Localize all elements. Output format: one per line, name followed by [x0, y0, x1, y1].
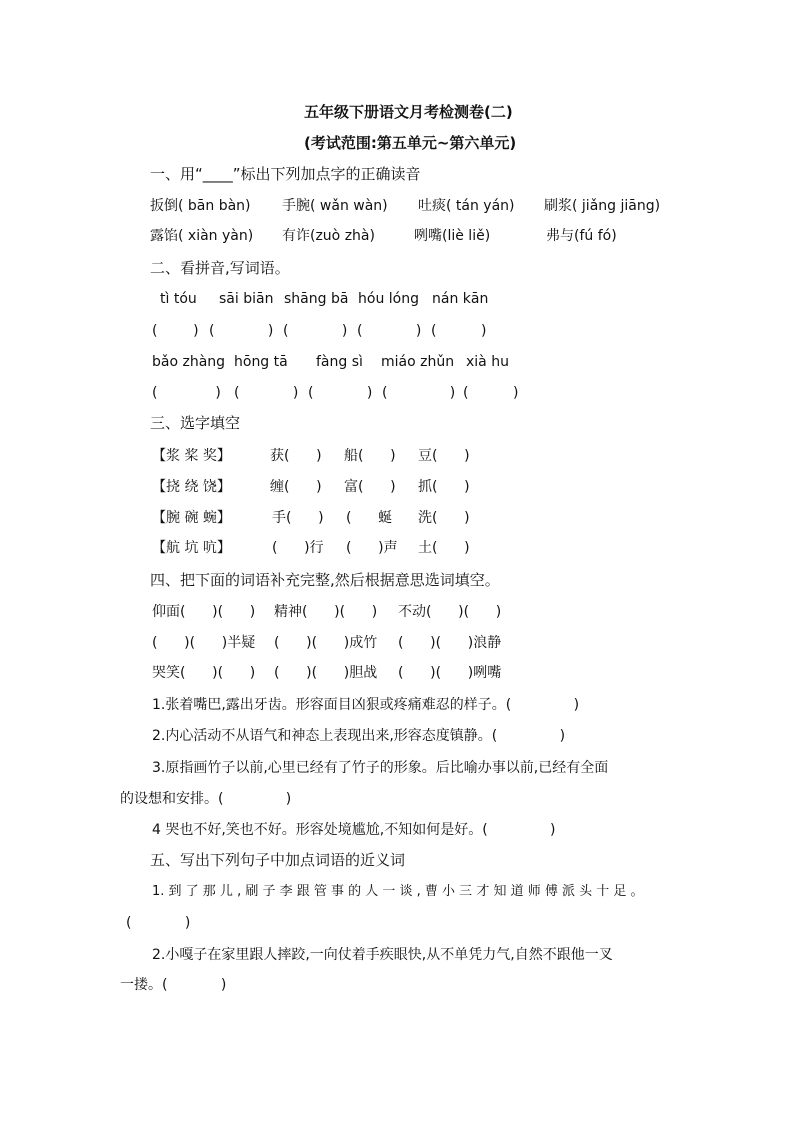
answer-blank[interactable]: ( )	[234, 385, 299, 401]
section-4-heading: 四、把下面的词语补充完整,然后根据意思选词填空。	[150, 571, 500, 589]
fill-item[interactable]: 抓( )	[418, 479, 470, 495]
idiom-fill[interactable]: 精神( )( )	[274, 604, 378, 620]
char-group: 【浆 桨 奖】	[152, 448, 231, 464]
answer-blank[interactable]: ( )	[463, 385, 519, 401]
pinyin-word: shāng bā	[284, 291, 349, 307]
pinyin-choice-item: 有诈(zuò zhà)	[282, 228, 375, 244]
fill-item[interactable]: ( )声	[346, 540, 398, 556]
idiom-fill[interactable]: 哭笑( )( )	[152, 665, 256, 681]
question-4-3-line-1: 3.原指画竹子以前,心里已经有了竹子的形象。后比喻办事以前,已经有全面	[152, 760, 609, 776]
idiom-fill[interactable]: ( )( )浪静	[398, 635, 502, 651]
section-1-heading: 一、用“____”标出下列加点字的正确读音	[150, 165, 421, 183]
answer-blank[interactable]: ( )	[283, 323, 348, 339]
char-group: 【挠 绕 饶】	[152, 479, 231, 495]
fill-item[interactable]: 土( )	[418, 540, 470, 556]
section-3-heading: 三、选字填空	[150, 414, 241, 432]
page-subtitle: (考试范围:第五单元~第六单元)	[304, 134, 517, 152]
pinyin-choice-item: 露馅( xiàn yàn)	[150, 228, 254, 244]
fill-item[interactable]: 富( )	[344, 479, 396, 495]
fill-item[interactable]: 手( )	[272, 510, 324, 526]
answer-blank[interactable]: ( )	[382, 385, 456, 401]
section-2-heading: 二、看拼音,写词语。	[150, 259, 290, 277]
pinyin-choice-item: 弗与(fú fó)	[546, 228, 617, 244]
question-5-2-line-2[interactable]: 一搂。( )	[120, 977, 227, 993]
idiom-fill[interactable]: ( )( )咧嘴	[398, 665, 502, 681]
pinyin-word: nán kān	[432, 291, 489, 307]
idiom-fill[interactable]: ( )( )半疑	[152, 635, 256, 651]
fill-item[interactable]: ( 蜒	[346, 510, 393, 526]
pinyin-word: xià hu	[466, 354, 509, 370]
pinyin-word: hōng tā	[234, 354, 288, 370]
fill-item[interactable]: 船( )	[344, 448, 396, 464]
pinyin-word: hóu lóng	[358, 291, 419, 307]
question-4-1[interactable]: 1.张着嘴巴,露出牙齿。形容面目凶狠或疼痛难忍的样子。( )	[152, 697, 580, 713]
pinyin-word: sāi biān	[219, 291, 274, 307]
answer-blank[interactable]: ( )	[308, 385, 373, 401]
pinyin-word: fàng sì	[316, 354, 363, 370]
pinyin-word: bǎo zhàng	[152, 354, 226, 370]
question-4-2[interactable]: 2.内心活动不从语气和神态上表现出来,形容态度镇静。( )	[152, 728, 566, 744]
idiom-fill[interactable]: ( )( )成竹	[274, 635, 378, 651]
fill-item[interactable]: 获( )	[270, 448, 322, 464]
idiom-fill[interactable]: 不动( )( )	[398, 604, 502, 620]
pinyin-choice-item: 咧嘴(liè liě)	[414, 228, 491, 244]
question-5-1-line-1: 1. 到 了 那 儿 , 刷 子 李 跟 管 事 的 人 一 谈 , 曹 小 三 才 知 道 师 傅 派 头 十 足 。	[152, 884, 644, 899]
char-group: 【航 坑 吭】	[152, 540, 231, 556]
idiom-fill[interactable]: 仰面( )( )	[152, 604, 256, 620]
fill-item[interactable]: 缠( )	[270, 479, 322, 495]
answer-blank[interactable]: ( )	[357, 323, 422, 339]
section-5-heading: 五、写出下列句子中加点词语的近义词	[150, 851, 406, 869]
pinyin-choice-item: 手腕( wǎn wàn)	[282, 198, 388, 214]
fill-item[interactable]: 豆( )	[418, 448, 470, 464]
char-group: 【腕 碗 蜿】	[152, 510, 231, 526]
idiom-fill[interactable]: ( )( )胆战	[274, 665, 378, 681]
pinyin-choice-item: 吐痰( tán yán)	[418, 198, 515, 214]
question-4-4[interactable]: 4 哭也不好,笑也不好。形容处境尴尬,不知如何是好。( )	[152, 822, 556, 838]
answer-blank[interactable]: ( )	[152, 385, 221, 401]
question-5-2-line-1: 2.小嘎子在家里跟人摔跤,一向仗着手疾眼快,从不单凭力气,自然不跟他一叉	[152, 947, 613, 963]
answer-blank[interactable]: ( )	[152, 323, 199, 339]
fill-item[interactable]: ( )行	[272, 540, 324, 556]
answer-blank[interactable]: ( )	[431, 323, 487, 339]
pinyin-choice-item: 刷浆( jiǎng jiāng)	[544, 198, 661, 214]
pinyin-word: tì tóu	[160, 291, 197, 307]
pinyin-choice-item: 扳倒( bān bàn)	[150, 198, 251, 214]
question-5-1-line-2[interactable]: ( )	[126, 915, 191, 931]
fill-item[interactable]: 洗( )	[418, 510, 470, 526]
pinyin-word: miáo zhǔn	[381, 354, 455, 370]
page-title: 五年级下册语文月考检测卷(二)	[304, 103, 513, 121]
answer-blank[interactable]: ( )	[209, 323, 274, 339]
question-4-3-line-2[interactable]: 的设想和安排。( )	[120, 791, 292, 807]
